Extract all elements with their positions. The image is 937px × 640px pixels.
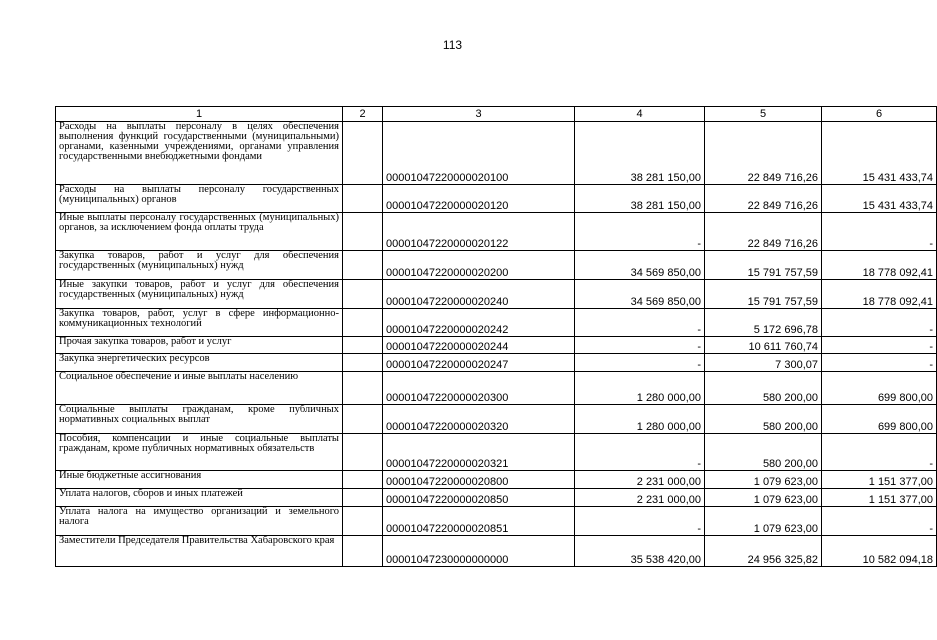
table-row <box>56 213 937 251</box>
row-code-cell: 00001047220000020850 <box>383 489 575 507</box>
row-col2-cell <box>343 309 383 337</box>
row-actual-cell: 24 956 325,82 <box>705 536 822 567</box>
column-header-1: 1 <box>56 107 343 122</box>
row-actual-cell: 5 172 696,78 <box>705 309 822 337</box>
row-plan-cell: 2 231 000,00 <box>575 471 705 489</box>
row-plan-cell: 38 281 150,00 <box>575 122 705 185</box>
row-remainder-cell: 15 431 433,74 <box>822 185 937 213</box>
row-plan-cell: 34 569 850,00 <box>575 280 705 309</box>
row-remainder-cell: - <box>822 213 937 251</box>
row-col2-cell <box>343 185 383 213</box>
row-name-cell: Пособия, компенсации и иные социальные выплаты гражданам, кроме публичных нормативных обязательств <box>56 434 343 471</box>
row-remainder-cell: 1 151 377,00 <box>822 471 937 489</box>
row-name-cell: Заместители Председателя Правительства Хабаровского края <box>56 536 343 567</box>
row-col2-cell <box>343 536 383 567</box>
row-col2-cell <box>343 122 383 185</box>
row-remainder-cell: 18 778 092,41 <box>822 251 937 280</box>
table-row <box>56 536 937 567</box>
row-remainder-cell: - <box>822 354 937 372</box>
row-plan-cell: 2 231 000,00 <box>575 489 705 507</box>
row-name-cell: Расходы на выплаты персоналу в целях обеспечения выполнения функций государственными (муниципальными) органами, казенными учреждениями, органами управления государственными внебюджетными фондами <box>56 122 343 185</box>
row-plan-cell: - <box>575 309 705 337</box>
row-remainder-cell: 699 800,00 <box>822 405 937 434</box>
row-col2-cell <box>343 337 383 354</box>
row-name-cell: Иные бюджетные ассигнования <box>56 471 343 489</box>
row-code-cell: 00001047230000000000 <box>383 536 575 567</box>
table-row <box>56 251 937 280</box>
row-name-cell: Закупка энергетических ресурсов <box>56 354 343 372</box>
row-remainder-cell: 10 582 094,18 <box>822 536 937 567</box>
row-plan-cell: 1 280 000,00 <box>575 372 705 405</box>
row-code-cell: 00001047220000020100 <box>383 122 575 185</box>
table-row <box>56 372 937 405</box>
row-plan-cell: - <box>575 213 705 251</box>
column-header-3: 3 <box>383 107 575 122</box>
row-code-cell: 00001047220000020242 <box>383 309 575 337</box>
row-col2-cell <box>343 372 383 405</box>
row-col2-cell <box>343 434 383 471</box>
row-remainder-cell: - <box>822 309 937 337</box>
row-actual-cell: 22 849 716,26 <box>705 213 822 251</box>
row-remainder-cell: 15 431 433,74 <box>822 122 937 185</box>
row-col2-cell <box>343 507 383 536</box>
row-plan-cell: - <box>575 354 705 372</box>
row-name-cell: Расходы на выплаты персоналу государственных (муниципальных) органов <box>56 185 343 213</box>
row-plan-cell: 35 538 420,00 <box>575 536 705 567</box>
row-name-cell: Иные закупки товаров, работ и услуг для обеспечения государственных (муниципальных) нужд <box>56 280 343 309</box>
row-remainder-cell: 18 778 092,41 <box>822 280 937 309</box>
row-remainder-cell: 699 800,00 <box>822 372 937 405</box>
table-row <box>56 434 937 471</box>
row-code-cell: 00001047220000020247 <box>383 354 575 372</box>
row-code-cell: 00001047220000020800 <box>383 471 575 489</box>
row-col2-cell <box>343 251 383 280</box>
row-code-cell: 00001047220000020851 <box>383 507 575 536</box>
column-header-6: 6 <box>822 107 937 122</box>
row-name-cell: Прочая закупка товаров, работ и услуг <box>56 337 343 354</box>
row-code-cell: 00001047220000020240 <box>383 280 575 309</box>
row-plan-cell: - <box>575 507 705 536</box>
page-number: 113 <box>442 38 463 52</box>
row-name-cell: Закупка товаров, работ, услуг в сфере информационно-коммуникационных технологий <box>56 309 343 337</box>
row-remainder-cell: - <box>822 337 937 354</box>
row-plan-cell: 38 281 150,00 <box>575 185 705 213</box>
row-name-cell: Уплата налога на имущество организаций и земельного налога <box>56 507 343 536</box>
row-name-cell: Социальное обеспечение и иные выплаты населению <box>56 372 343 405</box>
column-header-5: 5 <box>705 107 822 122</box>
row-name-cell: Иные выплаты персоналу государственных (муниципальных) органов, за исключением фонда оплаты труда <box>56 213 343 251</box>
row-actual-cell: 22 849 716,26 <box>705 185 822 213</box>
row-col2-cell <box>343 489 383 507</box>
row-actual-cell: 580 200,00 <box>705 405 822 434</box>
row-name-cell: Социальные выплаты гражданам, кроме публичных нормативных социальных выплат <box>56 405 343 434</box>
table-row <box>56 122 937 185</box>
row-actual-cell: 15 791 757,59 <box>705 280 822 309</box>
row-col2-cell <box>343 471 383 489</box>
row-plan-cell: 34 569 850,00 <box>575 251 705 280</box>
row-actual-cell: 1 079 623,00 <box>705 471 822 489</box>
column-header-2: 2 <box>343 107 383 122</box>
row-actual-cell: 22 849 716,26 <box>705 122 822 185</box>
row-name-cell: Закупка товаров, работ и услуг для обеспечения государственных (муниципальных) нужд <box>56 251 343 280</box>
row-actual-cell: 580 200,00 <box>705 372 822 405</box>
row-remainder-cell: - <box>822 434 937 471</box>
row-code-cell: 00001047220000020244 <box>383 337 575 354</box>
table-row <box>56 337 937 354</box>
table-row <box>56 185 937 213</box>
table-row <box>56 309 937 337</box>
row-actual-cell: 580 200,00 <box>705 434 822 471</box>
table-row <box>56 507 937 536</box>
row-code-cell: 00001047220000020321 <box>383 434 575 471</box>
row-plan-cell: 1 280 000,00 <box>575 405 705 434</box>
row-code-cell: 00001047220000020122 <box>383 213 575 251</box>
row-actual-cell: 7 300,07 <box>705 354 822 372</box>
table-row <box>56 405 937 434</box>
table-row <box>56 354 937 372</box>
row-col2-cell <box>343 280 383 309</box>
row-actual-cell: 1 079 623,00 <box>705 489 822 507</box>
column-header-4: 4 <box>575 107 705 122</box>
row-plan-cell: - <box>575 337 705 354</box>
row-col2-cell <box>343 405 383 434</box>
row-code-cell: 00001047220000020300 <box>383 372 575 405</box>
row-code-cell: 00001047220000020320 <box>383 405 575 434</box>
table-header-row <box>56 107 937 122</box>
row-code-cell: 00001047220000020120 <box>383 185 575 213</box>
row-code-cell: 00001047220000020200 <box>383 251 575 280</box>
row-col2-cell <box>343 354 383 372</box>
table-row <box>56 471 937 489</box>
row-actual-cell: 15 791 757,59 <box>705 251 822 280</box>
row-remainder-cell: - <box>822 507 937 536</box>
row-remainder-cell: 1 151 377,00 <box>822 489 937 507</box>
row-actual-cell: 10 611 760,74 <box>705 337 822 354</box>
row-col2-cell <box>343 213 383 251</box>
table-row <box>56 489 937 507</box>
row-name-cell: Уплата налогов, сборов и иных платежей <box>56 489 343 507</box>
table-row <box>56 280 937 309</box>
budget-table <box>55 106 937 567</box>
row-actual-cell: 1 079 623,00 <box>705 507 822 536</box>
row-plan-cell: - <box>575 434 705 471</box>
